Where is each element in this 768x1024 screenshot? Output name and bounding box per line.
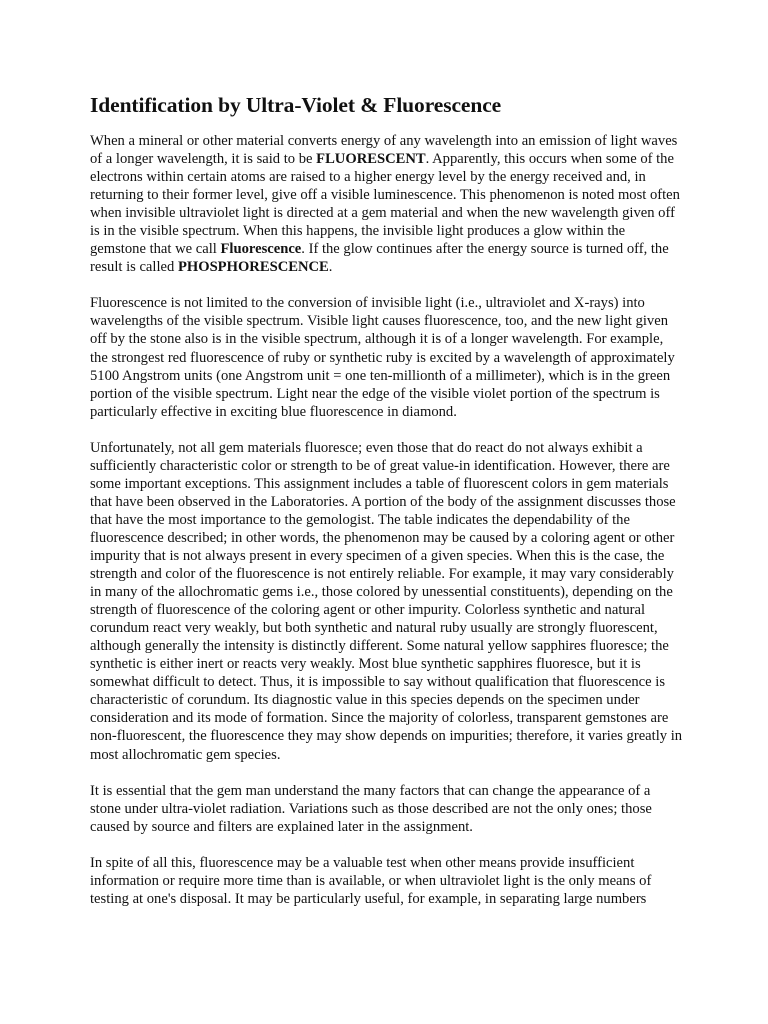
p1-bold-fluorescence: Fluorescence [220,241,302,258]
p1-text-d: . If the glow continues after the energy source is turned off, the result is called [90,241,669,276]
p1-text-a: When a mineral or other material converts energy of any wavelength into an emission of light waves of a longer wavelength, it is said to be [90,133,678,168]
paragraph-1 [90,132,683,276]
paragraph-4: It is essential that the gem man understand the many factors that can change the appearance of a stone under ultra-violet radiation. Variations such as those described are not the only ones; those caused by source and filters are explained later in the assignment. [90,782,652,835]
document-title: Identification by Ultra-Violet & Fluorescence [90,93,502,117]
p1-bold-fluorescent: FLUORESCENT [316,151,426,168]
p1-text-e: . [328,259,333,276]
paragraph-5: In spite of all this, fluorescence may be a valuable test when other means provide insufficient information or require more time than is available, or when ultraviolet light is the only means of testing at one's disposal. It may be particularly useful, for example, in separating large numbers [90,854,652,907]
paragraph-3: Unfortunately, not all gem materials fluoresce; even those that do react do not always exhibit a sufficiently characteristic color or strength to be of great value-in identification. However, there are some important exceptions. This assignment includes a table of fluorescent colors in gem materials that have been observed in the Laboratories. A portion of the body of the assignment discusses those that have the most importance to the gemologist. The table indicates the dependability of the fluorescence described; in other words, the phenomenon may be caused by a coloring agent or other impurity that is not always present in every specimen of a given species. When this is the case, the strength and color of the fluorescence is not entirely reliable. For example, it may vary considerably in many of the allochromatic gems i.e., those colored by unessential constituents), depending on the strength of fluorescence of the coloring agent or other impurity. Colorless synthetic and natural corundum react very weakly, but both synthetic and natural ruby usually are strongly fluorescent, although generally the intensity is distinctly different. Some natural yellow sapphires fluoresce; the synthetic is either inert or reacts very weakly. Most blue synthetic sapphires fluoresce, but it is somewhat difficult to detect. Thus, it is impossible to say without qualification that fluorescence is characteristic of corundum. Its diagnostic value in this species depends on the specimen under consideration and its mode of formation. Since the majority of colorless, transparent gemstones are non-fluorescent, the fluorescence they may show depends on impurities; therefore, it varies greatly in most allochromatic gem species. [90,439,683,763]
p1-text-c: . Apparently, this occurs when some of the electrons within certain atoms are raised to a higher energy level by the energy received and, in returning to their former level, give off a visible luminescence. This phenomenon is noted most often when invisible ultraviolet light is directed at a gem material and when the new wavelength given off is in the visible spectrum. When this happens, the invisible light produces a glow within the gemstone that we call [90,151,680,258]
p1-bold-phosphorescence: PHOSPHORESCENCE [177,259,329,276]
paragraph-2: Fluorescence is not limited to the conversion of invisible light (i.e., ultraviolet and X-rays) into wavelengths of the visible spectrum. Visible light causes fluorescence, too, and the new light given off by the stone also is in the visible spectrum, although it is of a longer wavelength. For example, the strongest red fluorescence of ruby or synthetic ruby is excited by a wavelength of approximately 5100 Angstrom units (one Angstrom unit = one ten-millionth of a millimeter), which is in the green portion of the visible spectrum. Light near the edge of the visible violet portion of the spectrum is particularly effective in exciting blue fluorescence in diamond. [90,295,675,420]
document-page [90,92,683,926]
